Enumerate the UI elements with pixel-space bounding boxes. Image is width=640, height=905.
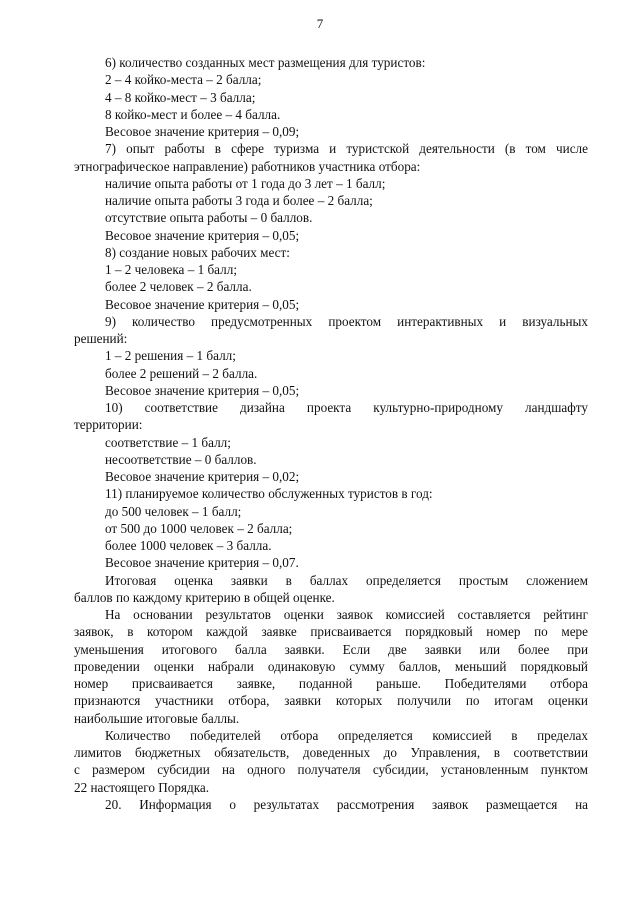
text-line: наибольшие итоговые баллы. bbox=[74, 710, 240, 726]
text-line: несоответствие – 0 баллов. bbox=[105, 451, 257, 467]
text-line: решений: bbox=[74, 331, 128, 346]
text-line: более 2 человек – 2 балла. bbox=[105, 279, 252, 295]
text-line: с размером субсидии на одного получателя субсидии, установленным пунктом bbox=[74, 762, 588, 778]
text-line: от 500 до 1000 человек – 2 балла; bbox=[105, 520, 293, 536]
text-line: Весовое значение критерия – 0,05; bbox=[105, 382, 300, 398]
text-line: номер присваивается заявке, поданной раньше. Победителями отбора bbox=[74, 676, 588, 691]
page-number: 7 bbox=[316, 16, 324, 31]
text-line: наличие опыта работы от 1 года до 3 лет – 1 балл; bbox=[105, 175, 386, 191]
text-line: 8 койко-мест и более – 4 балла. bbox=[105, 106, 281, 122]
text-line: Весовое значение критерия – 0,02; bbox=[105, 469, 300, 484]
document-body bbox=[74, 54, 588, 813]
text-line: 20. Информация о результатах рассмотрения заявок размещается на bbox=[105, 796, 588, 812]
text-line: лимитов бюджетных обязательств, доведенных до Управления, в соответствии bbox=[74, 745, 588, 760]
text-line: Весовое значение критерия – 0,05; bbox=[105, 296, 300, 312]
text-line: баллов по каждому критерию в общей оценке. bbox=[74, 589, 335, 605]
text-line: Весовое значение критерия – 0,05; bbox=[105, 227, 300, 243]
text-line: Весовое значение критерия – 0,07. bbox=[105, 555, 299, 571]
text-line: На основании результатов оценки заявок комиссией составляется рейтинг bbox=[105, 607, 588, 622]
text-line: 7) опыт работы в сфере туризма и туристской деятельности (в том числе bbox=[105, 141, 588, 157]
text-line: 10) соответствие дизайна проекта культурно-природному ландшафту bbox=[105, 400, 588, 415]
text-line: Весовое значение критерия – 0,09; bbox=[105, 124, 300, 139]
text-line: соответствие – 1 балл; bbox=[105, 434, 231, 450]
text-line: 1 – 2 решения – 1 балл; bbox=[105, 348, 236, 364]
text-line: территории: bbox=[74, 417, 143, 433]
text-line: Итоговая оценка заявки в баллах определяется простым сложением bbox=[105, 572, 588, 588]
text-line: более 1000 человек – 3 балла. bbox=[105, 538, 272, 553]
text-line: 4 – 8 койко-мест – 3 балла; bbox=[105, 89, 256, 105]
text-line: 8) создание новых рабочих мест: bbox=[105, 244, 290, 260]
text-line: 6) количество созданных мест размещения для туристов: bbox=[105, 55, 426, 70]
text-line: уменьшения итогового балла заявки. Если две заявки или более при bbox=[74, 641, 588, 657]
text-line: проведении оценки набрали одинаковую сумму баллов, меньший порядковый bbox=[74, 658, 588, 674]
text-line: заявок, в котором каждой заявке присваивается порядковый номер по мере bbox=[74, 624, 588, 640]
text-line: признаются участники отбора, заявки которых получили по итогам оценки bbox=[74, 693, 588, 709]
text-line: 22 настоящего Порядка. bbox=[74, 779, 210, 795]
text-line: наличие опыта работы 3 года и более – 2 балла; bbox=[105, 193, 373, 208]
text-line: 9) количество предусмотренных проектом интерактивных и визуальных bbox=[105, 313, 588, 329]
text-line: отсутствие опыта работы – 0 баллов. bbox=[105, 210, 313, 226]
text-line: Количество победителей отбора определяется комиссией в пределах bbox=[105, 727, 588, 743]
text-line: этнографическое направление) работников участника отбора: bbox=[74, 158, 421, 174]
text-line: 11) планируемое количество обслуженных туристов в год: bbox=[105, 486, 433, 502]
text-line: более 2 решений – 2 балла. bbox=[105, 365, 258, 381]
text-line: 2 – 4 койко-места – 2 балла; bbox=[105, 72, 262, 88]
text-line: 1 – 2 человека – 1 балл; bbox=[105, 262, 237, 277]
text-line: до 500 человек – 1 балл; bbox=[105, 503, 242, 519]
